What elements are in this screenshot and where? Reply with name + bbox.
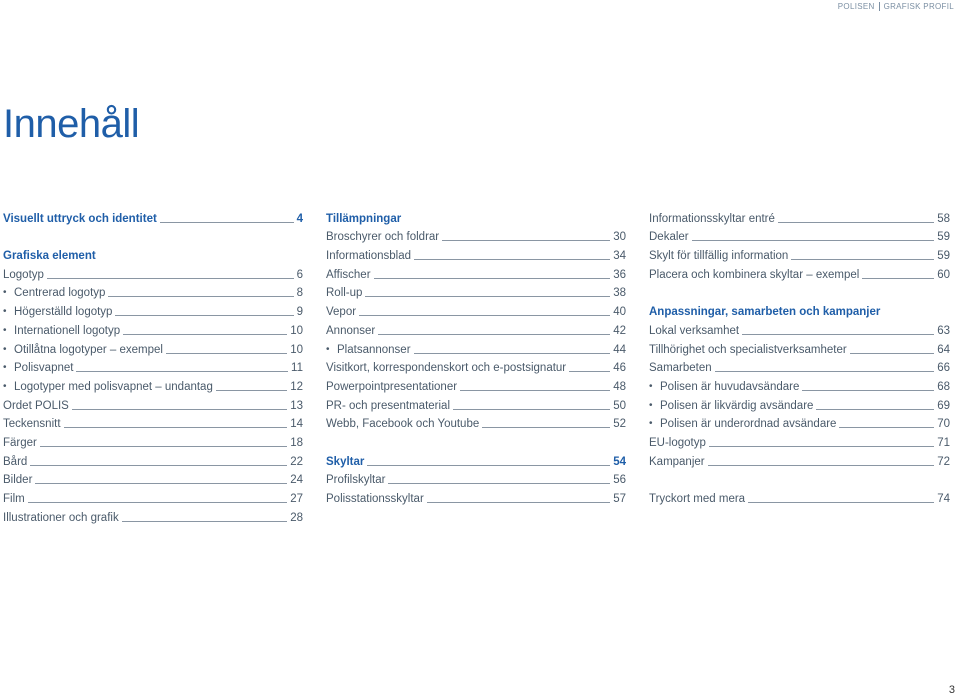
toc-entry-label: Polisen är huvudavsändare xyxy=(660,380,800,393)
toc-leader-line xyxy=(778,222,934,223)
toc-page-number: 42 xyxy=(613,324,626,337)
toc-leader-line xyxy=(460,390,610,391)
toc-leader-line xyxy=(816,409,934,410)
page-title: Innehåll xyxy=(3,102,140,146)
toc-page-number: 24 xyxy=(290,474,303,487)
toc-entry[interactable] xyxy=(3,450,303,469)
toc-page-number: 46 xyxy=(613,362,626,375)
toc-page-number: 70 xyxy=(937,418,950,431)
toc-spacer xyxy=(3,226,303,245)
toc-leader-line xyxy=(414,259,610,260)
toc-page-number: 44 xyxy=(613,343,626,356)
toc-leader-line xyxy=(453,409,610,410)
toc-section-heading[interactable] xyxy=(649,300,950,319)
toc-entry-label: Affischer xyxy=(326,268,371,281)
header-nav xyxy=(838,2,954,11)
toc-leader-line xyxy=(414,353,611,354)
toc-entry-label: Internationell logotyp xyxy=(14,324,121,337)
bullet-icon: • xyxy=(649,418,653,430)
toc-entry[interactable] xyxy=(326,300,626,319)
toc-page-number: 74 xyxy=(937,493,950,505)
toc-leader-line xyxy=(47,278,294,279)
toc-leader-line xyxy=(742,334,934,335)
toc-entry[interactable] xyxy=(649,226,950,245)
toc-entry[interactable] xyxy=(3,506,303,525)
toc-entry[interactable] xyxy=(326,487,626,506)
toc-leader-line xyxy=(64,427,288,428)
toc-leader-line xyxy=(791,259,934,260)
toc-section-heading[interactable] xyxy=(3,244,303,263)
toc-leader-line xyxy=(30,465,287,466)
toc-entry-label: Informationsskyltar entré xyxy=(649,212,775,225)
toc-column-2 xyxy=(326,207,626,506)
toc-entry[interactable] xyxy=(649,450,950,469)
toc-entry-label: Visitkort, korrespondenskort och e-postsignatur xyxy=(326,362,567,375)
bullet-icon: • xyxy=(649,399,653,411)
toc-entry-label: Högerställd logotyp xyxy=(14,306,113,319)
toc-entry[interactable] xyxy=(3,469,303,488)
toc-entry[interactable] xyxy=(3,413,303,432)
toc-page-number: 68 xyxy=(937,380,950,393)
toc-leader-line xyxy=(115,315,293,316)
toc-entry[interactable] xyxy=(649,431,950,450)
toc-entry-label: Ordet POLIS xyxy=(3,399,69,412)
toc-leader-line xyxy=(122,521,288,522)
bullet-icon: • xyxy=(3,362,7,374)
toc-entry[interactable] xyxy=(649,263,950,282)
toc-section-heading[interactable] xyxy=(326,207,626,226)
toc-entry[interactable] xyxy=(3,357,303,376)
bullet-icon: • xyxy=(3,306,7,318)
toc-entry-label: Polisen är underordnad avsändare xyxy=(660,418,837,431)
toc-entry-label: Illustrationer och grafik xyxy=(3,511,119,524)
toc-entry[interactable] xyxy=(3,375,303,394)
toc-page-number: 27 xyxy=(290,493,303,505)
toc-entry-label: Bilder xyxy=(3,474,33,487)
toc-page-number: 59 xyxy=(937,231,950,244)
bullet-icon: • xyxy=(3,380,7,392)
toc-entry[interactable] xyxy=(326,469,626,488)
toc-entry[interactable] xyxy=(326,375,626,394)
toc-entry[interactable] xyxy=(649,244,950,263)
toc-page-number: 72 xyxy=(937,455,950,468)
toc-page-number: 60 xyxy=(937,268,950,281)
toc-section-heading[interactable] xyxy=(3,207,303,226)
toc-leader-line xyxy=(374,278,611,279)
toc-entry-label: Visuellt uttryck och identitet xyxy=(3,212,157,225)
toc-leader-line xyxy=(442,240,610,241)
toc-entry[interactable] xyxy=(3,431,303,450)
toc-entry-label: Tillämpningar xyxy=(326,212,402,225)
toc-leader-line xyxy=(839,427,934,428)
toc-entry-label: Broschyrer och foldrar xyxy=(326,231,440,244)
toc-entry-label: Tillhörighet och specialistverksamheter xyxy=(649,343,847,356)
toc-entry[interactable] xyxy=(649,207,950,226)
toc-entry-label: Vepor xyxy=(326,306,357,319)
toc-entry[interactable] xyxy=(649,338,950,357)
bullet-icon: • xyxy=(3,287,7,299)
toc-entry-label: Logotyper med polisvapnet – undantag xyxy=(14,380,213,393)
toc-page-number: 40 xyxy=(613,306,626,319)
toc-entry[interactable] xyxy=(3,319,303,338)
toc-entry-label: Platsannonser xyxy=(337,343,411,356)
toc-entry[interactable] xyxy=(326,226,626,245)
toc-entry-label: Profilskyltar xyxy=(326,474,386,487)
toc-page-number: 36 xyxy=(613,268,626,281)
toc-entry-label: Teckensnitt xyxy=(3,418,61,431)
toc-page-number: 14 xyxy=(290,418,303,431)
toc-leader-line xyxy=(166,353,287,354)
toc-entry-label: Powerpointpresentationer xyxy=(326,380,458,393)
toc-page-number: 48 xyxy=(613,380,626,393)
toc-page-number: 28 xyxy=(290,511,303,524)
toc-page-number: 69 xyxy=(937,399,950,412)
toc-leader-line xyxy=(388,483,610,484)
toc-entry-label: Grafiska element xyxy=(3,250,96,263)
toc-page-number: 34 xyxy=(613,250,626,263)
toc-column-3 xyxy=(649,207,950,506)
toc-page-number: 8 xyxy=(296,287,303,300)
toc-entry-label: Bård xyxy=(3,455,28,468)
toc-entry-label: Informationsblad xyxy=(326,250,412,263)
bullet-icon: • xyxy=(326,343,330,355)
toc-leader-line xyxy=(76,371,288,372)
toc-entry-label: Skylt för tillfällig information xyxy=(649,250,789,263)
toc-page-number: 64 xyxy=(937,343,950,356)
toc-entry-label: Polisen är likvärdig avsändare xyxy=(660,399,814,412)
toc-entry-label: Tryckort med mera xyxy=(649,493,746,505)
toc-page-number: 52 xyxy=(613,418,626,431)
toc-leader-line xyxy=(482,427,610,428)
toc-entry[interactable] xyxy=(326,338,626,357)
toc-entry[interactable] xyxy=(326,244,626,263)
toc-entry-label: Roll-up xyxy=(326,287,363,300)
toc-entry-label: Webb, Facebook och Youtube xyxy=(326,418,480,431)
toc-page-number: 9 xyxy=(296,306,303,319)
toc-page-number: 66 xyxy=(937,362,950,375)
toc-leader-line xyxy=(692,240,935,241)
toc-entry[interactable] xyxy=(326,357,626,376)
toc-entry-label: Centrerad logotyp xyxy=(14,287,106,300)
toc-page-number: 12 xyxy=(290,380,303,393)
toc-page-number: 56 xyxy=(613,474,626,487)
toc-page-number: 58 xyxy=(937,212,950,225)
toc-page-number: 11 xyxy=(291,362,303,375)
toc-entry-label: Logotyp xyxy=(3,268,44,281)
toc-page-number: 22 xyxy=(290,455,303,468)
toc-entry-label: PR- och presentmaterial xyxy=(326,399,450,412)
toc-entry[interactable] xyxy=(326,263,626,282)
toc-section-heading[interactable] xyxy=(326,450,626,469)
toc-entry-label: Annonser xyxy=(326,324,376,337)
toc-entry-label: Anpassningar, samarbeten och kampanjer xyxy=(649,306,881,319)
toc-entry-label: Dekaler xyxy=(649,231,689,244)
toc-leader-line xyxy=(40,446,287,447)
toc-leader-line xyxy=(862,278,934,279)
toc-leader-line xyxy=(367,465,610,466)
toc-leader-line xyxy=(708,465,935,466)
toc-leader-line xyxy=(569,371,610,372)
toc-column-1 xyxy=(3,207,303,525)
toc-page-number: 30 xyxy=(613,231,626,244)
toc-entry[interactable] xyxy=(326,413,626,432)
toc-entry-label: Polisvapnet xyxy=(14,362,74,375)
toc-spacer xyxy=(649,469,950,488)
toc-page-number: 10 xyxy=(290,324,303,337)
toc-page-number: 38 xyxy=(613,287,626,300)
toc-page-number: 6 xyxy=(296,268,303,281)
toc-leader-line xyxy=(365,296,610,297)
toc-entry-label: Samarbeten xyxy=(649,362,712,375)
page-number: 3 xyxy=(948,684,955,696)
toc-page-number: 57 xyxy=(613,493,626,505)
toc-entry[interactable] xyxy=(649,319,950,338)
toc-leader-line xyxy=(160,222,294,223)
toc-entry-label: Film xyxy=(3,493,25,505)
toc-page-number: 54 xyxy=(613,455,626,468)
toc-page-number: 71 xyxy=(937,436,950,449)
toc-spacer xyxy=(326,431,626,450)
toc-entry[interactable] xyxy=(649,413,950,432)
toc-entry[interactable] xyxy=(3,263,303,282)
toc-page-number: 4 xyxy=(296,212,303,225)
toc-leader-line xyxy=(216,390,287,391)
toc-entry[interactable] xyxy=(649,357,950,376)
toc-entry-label: Kampanjer xyxy=(649,455,705,468)
toc-leader-line xyxy=(378,334,610,335)
toc-leader-line xyxy=(72,409,287,410)
toc-page-number: 13 xyxy=(290,399,303,412)
toc-entry-label: EU-logotyp xyxy=(649,436,706,449)
toc-leader-line xyxy=(802,390,934,391)
header-nav-item[interactable]: POLISEN xyxy=(837,2,875,11)
toc-page-number: 59 xyxy=(937,250,950,263)
toc-entry[interactable] xyxy=(326,282,626,301)
bullet-icon: • xyxy=(3,343,7,355)
toc-page-number: 10 xyxy=(290,343,303,356)
toc-leader-line xyxy=(108,296,293,297)
toc-leader-line xyxy=(850,353,934,354)
toc-entry[interactable] xyxy=(649,375,950,394)
toc-entry-label: Skyltar xyxy=(326,455,365,468)
toc-entry[interactable] xyxy=(326,394,626,413)
toc-entry[interactable] xyxy=(326,319,626,338)
toc-entry-label: Färger xyxy=(3,436,37,449)
bullet-icon: • xyxy=(3,324,7,336)
bullet-icon: • xyxy=(649,380,653,392)
toc-page-number: 50 xyxy=(613,399,626,412)
toc-leader-line xyxy=(715,371,935,372)
toc-entry[interactable] xyxy=(3,487,303,506)
toc-leader-line xyxy=(748,502,934,503)
toc-page-number: 18 xyxy=(290,436,303,449)
toc-entry-label: Polisstationsskyltar xyxy=(326,493,424,505)
toc-entry-label: Lokal verksamhet xyxy=(649,324,740,337)
toc-spacer xyxy=(649,282,950,301)
toc-entry[interactable] xyxy=(649,394,950,413)
toc-leader-line xyxy=(123,334,287,335)
toc-entry[interactable] xyxy=(3,338,303,357)
toc-entry[interactable] xyxy=(3,300,303,319)
toc-leader-line xyxy=(359,315,610,316)
toc-leader-line xyxy=(427,502,610,503)
toc-page-number: 63 xyxy=(937,324,950,337)
header-nav-item[interactable]: GRAFISK PROFIL xyxy=(883,2,954,11)
toc-leader-line xyxy=(28,502,287,503)
header-divider xyxy=(879,2,880,11)
toc-leader-line xyxy=(709,446,934,447)
toc-entry[interactable] xyxy=(649,487,950,506)
toc-entry[interactable] xyxy=(3,394,303,413)
toc-leader-line xyxy=(35,483,287,484)
toc-entry-label: Otillåtna logotyper – exempel xyxy=(14,343,163,356)
toc-entry[interactable] xyxy=(3,282,303,301)
toc-entry-label: Placera och kombinera skyltar – exempel xyxy=(649,268,860,281)
